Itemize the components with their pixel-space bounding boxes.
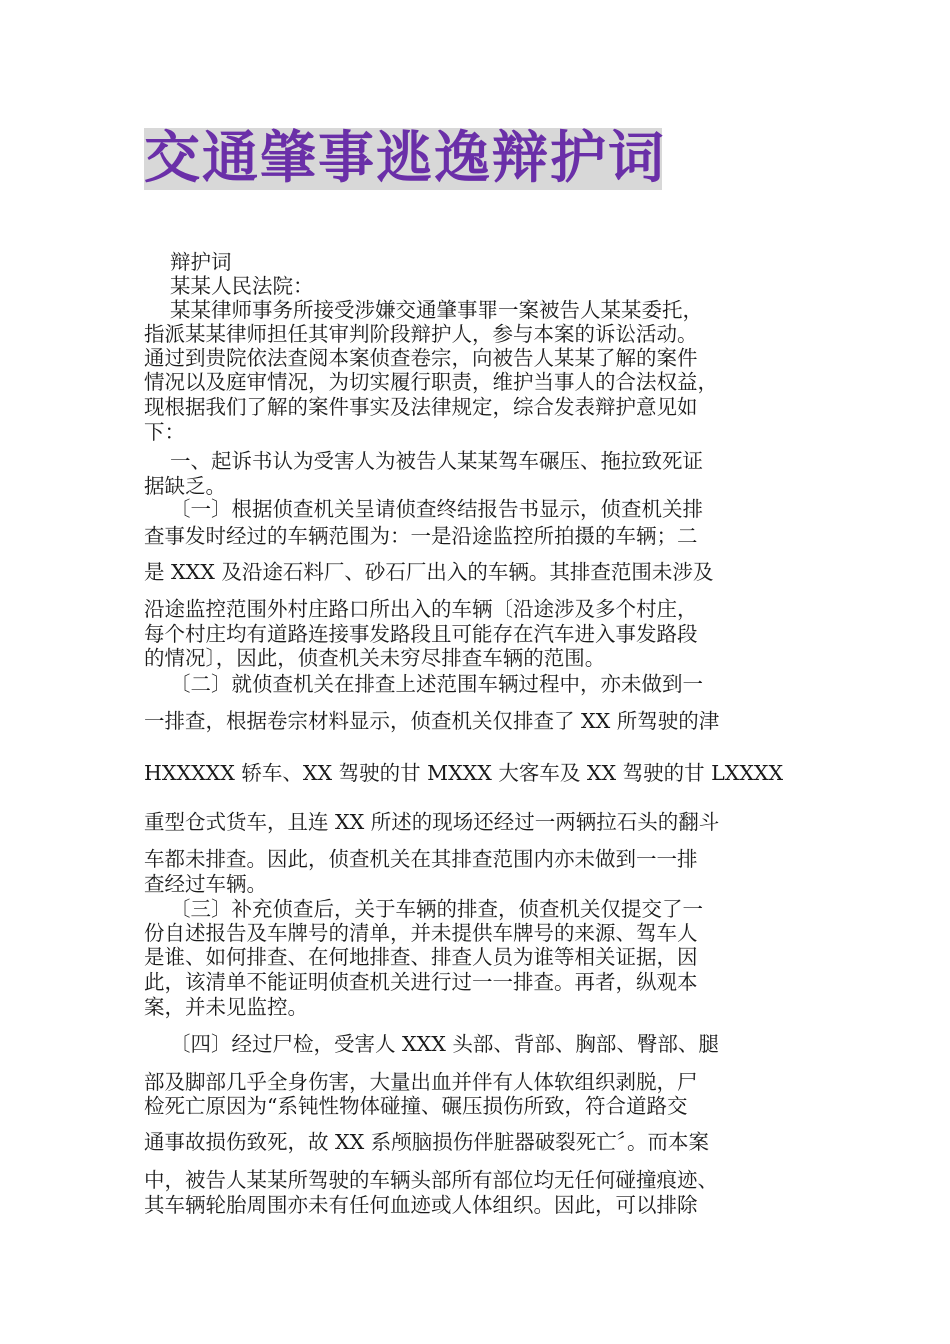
text-line: 是谁、如何排查、在何地排查、排查人员为谁等相关证据，因: [144, 945, 698, 969]
page-title: 交通肇事逃逸辩护词: [144, 126, 666, 191]
text-line: 据缺乏。: [144, 474, 226, 498]
text-line: 案，并未见监控。: [144, 995, 308, 1019]
text-line: 通事故损伤致死，故 XX 系颅脑损伤伴脏器破裂死亡〞。而本案: [144, 1130, 709, 1154]
text-line: 一排查，根据卷宗材料显示，侦查机关仅排查了 XX 所驾驶的津: [144, 709, 720, 733]
text-line: 重型仓式货车，且连 XX 所述的现场还经过一两辆拉石头的翻斗: [144, 810, 720, 834]
text-line: 〔三〕补充侦查后，关于车辆的排查，侦查机关仅提交了一: [170, 897, 703, 921]
text-line: 某某人民法院：: [170, 274, 314, 298]
text-line: 一、起诉书认为受害人为被告人某某驾车碾压、拖拉致死证: [170, 449, 703, 473]
text-line: 下：: [144, 420, 185, 444]
text-line: 车都未排查。因此，侦查机关在其排查范围内亦未做到一一排: [144, 847, 698, 871]
text-line: 检死亡原因为“系钝性物体碰撞、碾压损伤所致，符合道路交: [144, 1094, 688, 1118]
text-line: 〔四〕经过尸检，受害人 XXX 头部、背部、胸部、臀部、腿: [170, 1032, 719, 1056]
text-line: 〔二〕就侦查机关在排查上述范围车辆过程中，亦未做到一: [170, 672, 703, 696]
text-line: 查事发时经过的车辆范围为：一是沿途监控所拍摄的车辆；二: [144, 524, 698, 548]
text-line: 中，被告人某某所驾驶的车辆头部所有部位均无任何碰撞痕迹、: [144, 1168, 718, 1192]
text-line: 通过到贵院依法查阅本案侦查卷宗，向被告人某某了解的案件: [144, 346, 698, 370]
text-line: HXXXXX 轿车、XX 驾驶的甘 MXXX 大客车及 XX 驾驶的甘 LXXXX: [144, 761, 784, 785]
text-line: 查经过车辆。: [144, 872, 267, 896]
text-line: 其车辆轮胎周围亦未有任何血迹或人体组织。因此，可以排除: [144, 1193, 698, 1217]
text-line: 现根据我们了解的案件事实及法律规定，综合发表辩护意见如: [144, 395, 698, 419]
text-line: 〔一〕根据侦查机关呈请侦查终结报告书显示，侦查机关排: [170, 497, 703, 521]
text-line: 部及脚部几乎全身伤害，大量出血并伴有人体软组织剥脱，尸: [144, 1070, 698, 1094]
text-line: 每个村庄均有道路连接事发路段且可能存在汽车进入事发路段: [144, 622, 698, 646]
text-line: 此，该清单不能证明侦查机关进行过一一排查。再者，纵观本: [144, 970, 698, 994]
text-line: 份自述报告及车牌号的清单，并未提供车牌号的来源、驾车人: [144, 921, 698, 945]
text-line: 沿途监控范围外村庄路口所出入的车辆〔沿途涉及多个村庄，: [144, 597, 698, 621]
text-line: 的情况〕，因此，侦查机关未穷尽排查车辆的范围。: [144, 646, 606, 670]
text-line: 指派某某律师担任其审判阶段辩护人，参与本案的诉讼活动。: [144, 322, 698, 346]
text-line: 某某律师事务所接受涉嫌交通肇事罪一案被告人某某委托，: [170, 298, 703, 322]
text-line: 是 XXX 及沿途石料厂、砂石厂出入的车辆。其排查范围未涉及: [144, 560, 714, 584]
text-line: 辩护词: [170, 250, 232, 274]
text-line: 情况以及庭审情况，为切实履行职责，维护当事人的合法权益，: [144, 370, 718, 394]
document-body: [144, 0, 824, 1344]
